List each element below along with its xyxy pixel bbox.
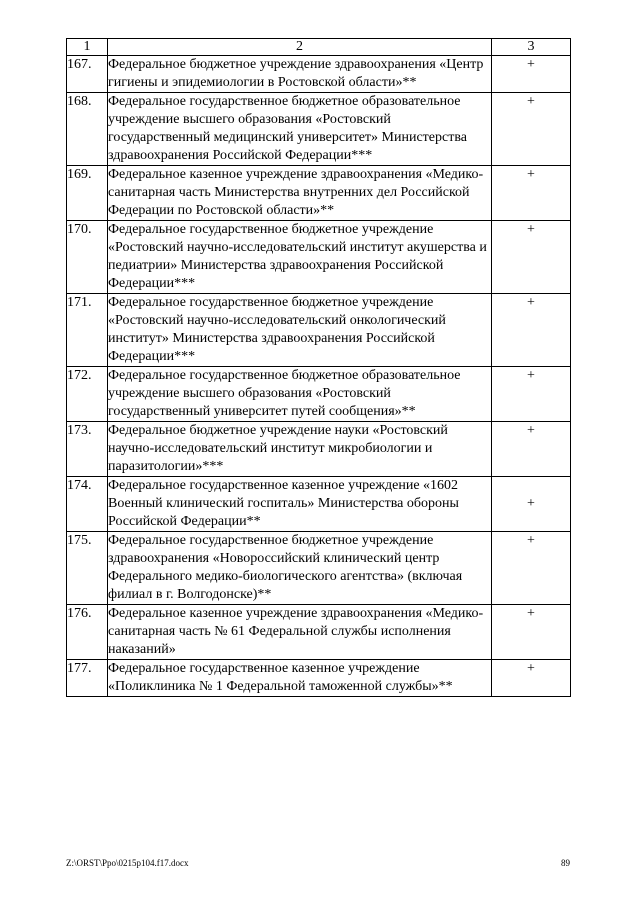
row-number: 168. [67, 93, 108, 166]
mark-cell: + [492, 93, 571, 166]
row-number: 175. [67, 532, 108, 605]
organization-name: Федеральное государственное бюджетное учреждение «Ростовский научно-исследовательский институт акушерства и педиатрии» Министерства здравоохранения Российской Федерации*** [108, 221, 492, 294]
table-row [67, 605, 571, 660]
table-row [67, 532, 571, 605]
mark-cell: + [492, 422, 571, 477]
table-row [67, 477, 571, 532]
row-number: 172. [67, 367, 108, 422]
column-header-1: 1 [67, 39, 108, 56]
row-number: 169. [67, 166, 108, 221]
row-number: 171. [67, 294, 108, 367]
organization-name: Федеральное бюджетное учреждение науки «Ростовский научно-исследовательский институт микробиологии и паразитологии»*** [108, 422, 492, 477]
table-row [67, 422, 571, 477]
row-number: 177. [67, 660, 108, 697]
row-number: 170. [67, 221, 108, 294]
table-row [67, 93, 571, 166]
organization-name: Федеральное государственное казенное учреждение «1602 Военный клинический госпиталь» Министерства обороны Российской Федерации** [108, 477, 492, 532]
organization-name: Федеральное государственное бюджетное образовательное учреждение высшего образования «Ростовский государственный медицинский университет» Министерства здравоохранения Российской Федерации*** [108, 93, 492, 166]
table-row [67, 166, 571, 221]
mark-cell: + [492, 294, 571, 367]
page-number: 89 [561, 858, 570, 868]
mark-cell: + [492, 660, 571, 697]
table-row [67, 367, 571, 422]
table-row [67, 221, 571, 294]
organization-name: Федеральное государственное бюджетное образовательное учреждение высшего образования «Ростовский государственный университет путей сообщения»** [108, 367, 492, 422]
organization-name: Федеральное государственное бюджетное учреждение здравоохранения «Новороссийский клинический центр Федерального медико-биологического агентства» (включая филиал в г. Волгодонске)** [108, 532, 492, 605]
organization-name: Федеральное бюджетное учреждение здравоохранения «Центр гигиены и эпидемиологии в Ростовской области»** [108, 56, 492, 93]
mark-cell: + [492, 605, 571, 660]
mark-cell: + [492, 532, 571, 605]
row-number: 173. [67, 422, 108, 477]
header-row [67, 39, 571, 56]
organizations-table [66, 38, 571, 697]
organization-name: Федеральное казенное учреждение здравоохранения «Медико-санитарная часть Министерства внутренних дел Российской Федерации по Ростовской области»** [108, 166, 492, 221]
table-row [67, 56, 571, 93]
organization-name: Федеральное государственное казенное учреждение «Поликлиника № 1 Федеральной таможенной службы»** [108, 660, 492, 697]
mark-cell: + [492, 477, 571, 532]
mark-cell: + [492, 221, 571, 294]
table-row [67, 660, 571, 697]
row-number: 174. [67, 477, 108, 532]
organization-name: Федеральное государственное бюджетное учреждение «Ростовский научно-исследовательский онкологический институт» Министерства здравоохранения Российской Федерации*** [108, 294, 492, 367]
table-row [67, 294, 571, 367]
column-header-2: 2 [108, 39, 492, 56]
organization-name: Федеральное казенное учреждение здравоохранения «Медико-санитарная часть № 61 Федеральной службы исполнения наказаний» [108, 605, 492, 660]
mark-cell: + [492, 166, 571, 221]
column-header-3: 3 [492, 39, 571, 56]
mark-cell: + [492, 56, 571, 93]
row-number: 167. [67, 56, 108, 93]
mark-cell: + [492, 367, 571, 422]
footer-file-path: Z:\ORST\Ppo\0215p104.f17.docx [66, 858, 189, 868]
row-number: 176. [67, 605, 108, 660]
